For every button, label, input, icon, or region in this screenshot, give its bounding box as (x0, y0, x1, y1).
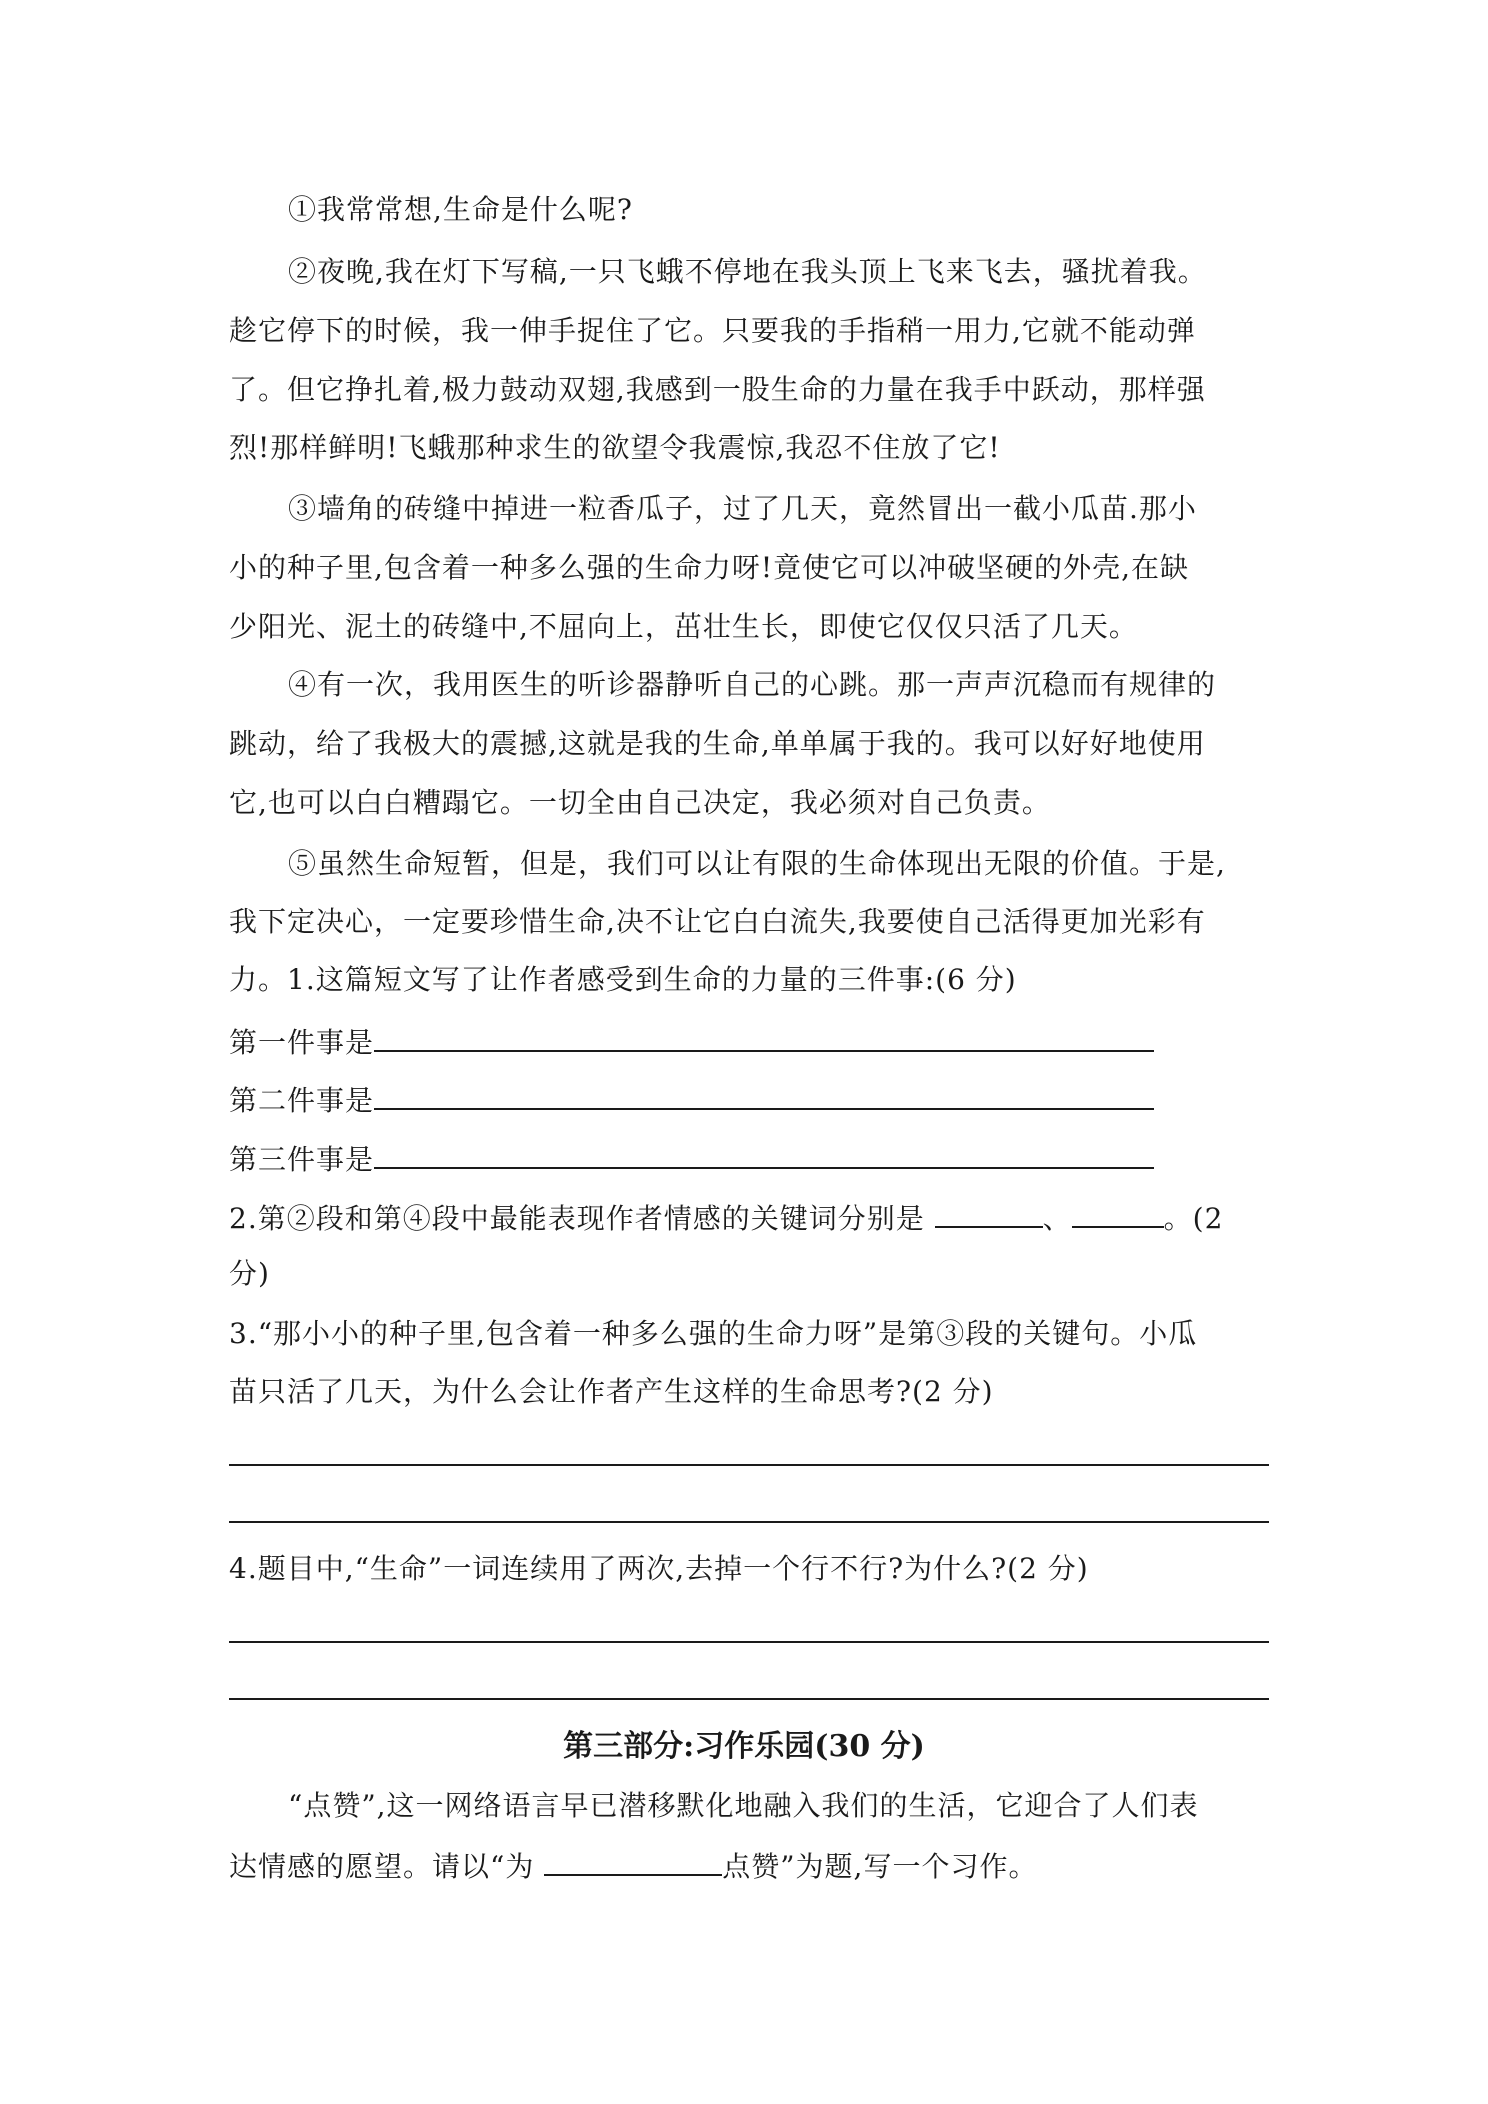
q2-blank-1[interactable] (935, 1196, 1043, 1228)
q3-line-1: 3.“那小小的种子里,包含着一种多么强的生命力呀”是第③段的关键句。小瓜 (229, 1317, 1198, 1350)
paragraph-3-line: 少阳光、泥土的砖缝中,不屈向上，茁壮生长，即使它仅仅只活了几天。 (229, 610, 1138, 643)
part3-prompt-start: 达情感的愿望。请以“为 (229, 1850, 535, 1883)
paragraph-2-line: ②夜晚,我在灯下写稿,一只飞蛾不停地在我头顶上飞来飞去，骚扰着我。 (288, 255, 1207, 288)
paragraph-5-line: 力。1.这篇短文写了让作者感受到生命的力量的三件事:(6 分) (229, 963, 1017, 996)
paragraph-5-line: 我下定决心，一定要珍惜生命,决不让它白白流失,我要使自己活得更加光彩有 (229, 905, 1206, 938)
q3-answer-line-2[interactable] (229, 1521, 1269, 1523)
paragraph-3-line: ③墙角的砖缝中掉进一粒香瓜子，过了几天，竟然冒出一截小瓜苗.那小 (288, 492, 1197, 525)
q1-first-event (229, 1020, 1154, 1063)
q2-end: 。(2 (1163, 1202, 1224, 1235)
paragraph-4-line: 跳动，给了我极大的震撼,这就是我的生命,单单属于我的。我可以好好地使用 (229, 727, 1206, 760)
q2-text: 2.第②段和第④段中最能表现作者情感的关键词分别是 (229, 1202, 925, 1235)
paragraph-2-line: 趁它停下的时候，我一伸手捉住了它。只要我的手指稍一用力,它就不能动弹 (229, 314, 1196, 347)
q3-line-2: 苗只活了几天，为什么会让作者产生这样的生命思考?(2 分) (229, 1375, 994, 1408)
part3-prompt-end: 点赞”为题,写一个习作。 (722, 1850, 1038, 1883)
part3-title-blank[interactable] (544, 1844, 722, 1876)
paragraph-1-line: ①我常常想,生命是什么呢? (288, 193, 633, 226)
q1-second-event (229, 1078, 1154, 1121)
q1-third-event (229, 1137, 1154, 1180)
q2-continuation: 分) (229, 1257, 270, 1290)
q1-third-answer-blank[interactable] (374, 1137, 1154, 1169)
q1-first-answer-blank[interactable] (374, 1020, 1154, 1052)
q1-second-answer-blank[interactable] (374, 1078, 1154, 1110)
q2-line (229, 1196, 1223, 1239)
q2-separator: 、 (1042, 1202, 1072, 1235)
paragraph-4-line: ④有一次，我用医生的听诊器静听自己的心跳。那一声声沉稳而有规律的 (288, 668, 1217, 701)
q2-blank-2[interactable] (1072, 1196, 1164, 1228)
q4-answer-line-2[interactable] (229, 1698, 1269, 1700)
q4-answer-line-1[interactable] (229, 1641, 1269, 1643)
part3-title: 第三部分:习作乐园(30 分) (563, 1729, 925, 1764)
q1-first-label: 第一件事是 (229, 1026, 375, 1059)
part3-prompt-line-1: “点赞”,这一网络语言早已潜移默化地融入我们的生活，它迎合了人们表 (288, 1789, 1199, 1822)
paragraph-3-line: 小的种子里,包含着一种多么强的生命力呀!竟使它可以冲破坚硬的外壳,在缺 (229, 551, 1190, 584)
q1-second-label: 第二件事是 (229, 1084, 375, 1117)
paragraph-4-line: 它,也可以白白糟蹋它。一切全由自己决定，我必须对自己负责。 (229, 786, 1051, 819)
paragraph-2-line: 烈!那样鲜明!飞蛾那种求生的欲望令我震惊,我忍不住放了它! (229, 431, 1001, 464)
q3-answer-line-1[interactable] (229, 1464, 1269, 1466)
q4-line-1: 4.题目中,“生命”一词连续用了两次,去掉一个行不行?为什么?(2 分) (229, 1552, 1089, 1585)
part3-prompt-line-2 (229, 1844, 1037, 1887)
paragraph-5-line: ⑤虽然生命短暂，但是，我们可以让有限的生命体现出无限的价值。于是, (288, 847, 1226, 880)
q1-third-label: 第三件事是 (229, 1143, 375, 1176)
paragraph-2-line: 了。但它挣扎着,极力鼓动双翅,我感到一股生命的力量在我手中跃动，那样强 (229, 373, 1206, 406)
